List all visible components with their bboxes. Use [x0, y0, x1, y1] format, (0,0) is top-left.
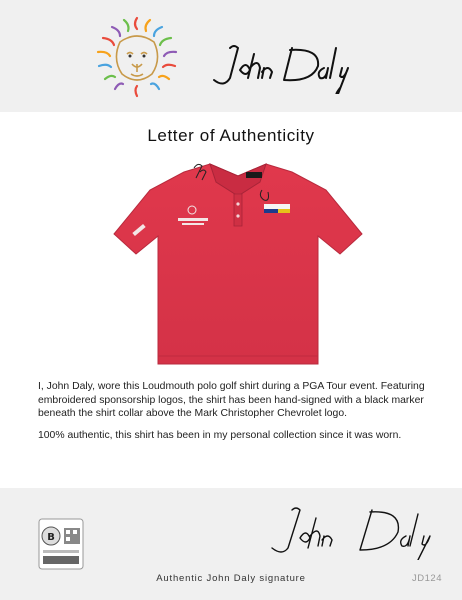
red-polo-shirt-photo — [112, 160, 364, 368]
lion-logo-icon — [92, 14, 182, 102]
signature-caption: Authentic John Daly signature — [156, 573, 306, 584]
svg-text:B: B — [47, 532, 55, 543]
document-code: JD124 — [412, 573, 442, 584]
john-daly-signature-bottom — [262, 500, 442, 560]
letter-title: Letter of Authenticity — [147, 126, 315, 145]
paragraph-2: 100% authentic, this shirt has been in my personal collection since it was worn. — [38, 429, 402, 441]
authentication-hologram-icon — [38, 518, 84, 570]
john-daly-signature-top — [200, 34, 370, 94]
letter-body — [38, 380, 430, 450]
paragraph-1: I, John Daly, wore this Loudmouth polo golf shirt during a PGA Tour event. Featuring embroidered sponsorship logos, the shirt has been hand-signed with a black marker beneath the shirt collar above the Mark Christopher Chevrolet logo. — [38, 381, 425, 420]
